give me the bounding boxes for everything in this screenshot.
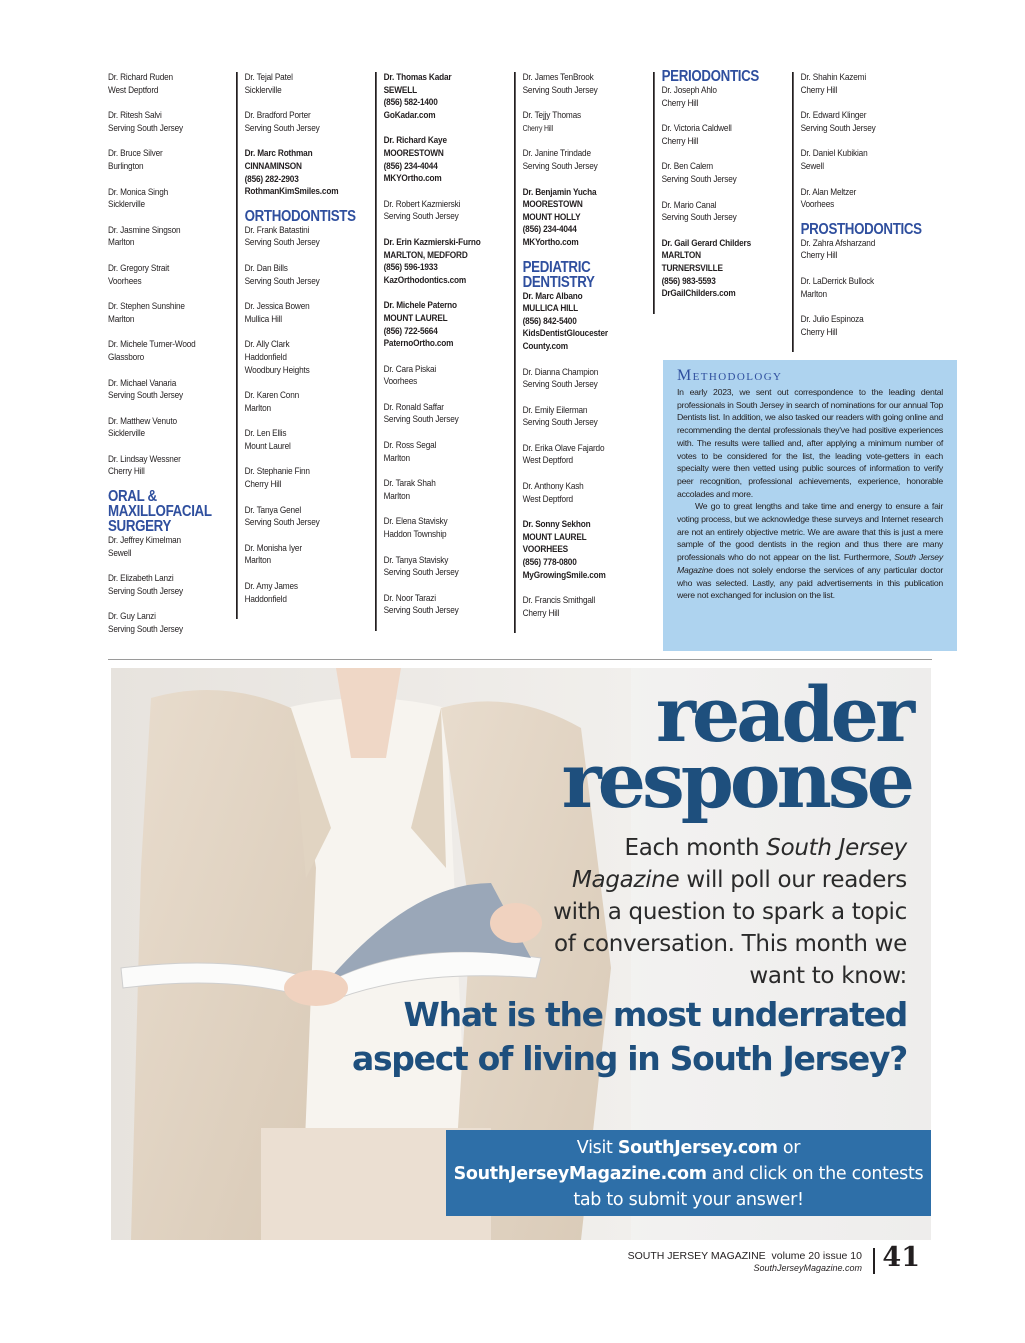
dentist-name: Dr. Alan Meltzer	[800, 186, 857, 198]
dentist-detail: Marlton	[383, 490, 410, 502]
dentist-entry	[245, 390, 346, 415]
dentist-name: Dr. Mario Canal	[661, 199, 717, 211]
specialty-heading: PEDIATRIC DENTISTRY	[522, 258, 595, 291]
dentist-detail: Cherry Hill	[108, 466, 145, 478]
featured-dentist-entry	[662, 238, 763, 301]
dentist-detail: Cherry Hill	[661, 135, 699, 147]
dentist-website: KidsDentistGloucester	[522, 328, 608, 340]
dentist-detail: Serving South Jersey	[108, 390, 183, 402]
footer-divider	[873, 1248, 875, 1274]
dentist-entry	[662, 123, 763, 148]
dentist-entry	[245, 339, 346, 377]
dentist-detail: Marlton	[108, 237, 135, 249]
dentist-name: Dr. Gregory Strait	[108, 262, 170, 274]
dentist-website: MKYOrtho.com	[383, 173, 442, 185]
dentist-name: Dr. Tejjy Thomas	[522, 110, 581, 122]
dentist-name: Dr. Elizabeth Lanzi	[108, 573, 174, 585]
dentist-detail: West Deptford	[108, 84, 159, 96]
dentist-entry	[523, 148, 624, 173]
dentist-detail: Sewell	[800, 160, 824, 172]
dentist-detail: (856) 582-1400	[383, 97, 438, 109]
dentist-name: Dr. Janine Trindade	[522, 148, 591, 160]
dentist-entry	[801, 314, 902, 339]
featured-dentist-entry	[384, 237, 485, 287]
dentist-name: Dr. Francis Smithgall	[522, 595, 596, 607]
methodology-title: Methodology	[677, 367, 783, 384]
dentist-entry	[108, 148, 218, 173]
specialty-heading: ORAL & MAXILLOFACIAL SURGERY	[108, 488, 212, 536]
dentist-detail: VOORHEES	[522, 544, 568, 556]
dentist-name: Dr. Anthony Kash	[522, 481, 584, 493]
dentist-name: Dr. Tejal Patel	[244, 72, 293, 83]
dentist-name: Dr. Dan Bills	[244, 262, 288, 274]
dentist-name: Dr. Richard Kaye	[383, 135, 447, 147]
dentist-entry	[801, 187, 902, 212]
dentist-name: Dr. Ronald Saffar	[383, 401, 444, 413]
dentist-name: Dr. Emily Eilerman	[522, 404, 588, 416]
dentist-entry	[662, 161, 763, 186]
dentist-name: Dr. Richard Ruden	[108, 72, 173, 83]
dentist-detail: Serving South Jersey	[244, 517, 320, 529]
ad-title-line-2: response	[561, 736, 911, 825]
dentist-detail: (856) 722-5664	[383, 325, 438, 337]
dentist-name: Dr. Robert Kazmierski	[383, 198, 461, 210]
dentist-name: Dr. Jeffrey Kimelman	[108, 535, 181, 547]
dentist-name: Dr. Gail Gerard Childers	[661, 237, 752, 249]
dentist-detail: MARLTON, MEDFORD	[383, 249, 468, 261]
dentist-name: Dr. Marc Albano	[522, 290, 583, 302]
dentist-name: Dr. Frank Batastini	[244, 224, 310, 236]
dentist-name: Dr. Ben Calem	[661, 161, 714, 173]
dentist-detail: Sewell	[108, 547, 132, 559]
dentist-detail: Cherry Hill	[800, 250, 838, 262]
dentist-name: Dr. LaDerrick Bullock	[800, 275, 875, 287]
dentist-entry	[108, 72, 218, 97]
dentist-name: Dr. Michael Vanaria	[108, 377, 177, 389]
dentist-entry	[801, 238, 902, 263]
featured-dentist-entry	[384, 72, 485, 122]
dentist-name: Dr. Cara Piskai	[383, 363, 437, 375]
dentist-detail: Marlton	[244, 555, 271, 567]
dentist-entry	[245, 581, 346, 606]
dentist-detail: Cherry Hill	[800, 84, 838, 96]
dentist-detail: Marlton	[800, 288, 827, 300]
dentist-detail: Serving South Jersey	[108, 624, 183, 636]
dentist-detail: Haddonfield	[244, 351, 287, 363]
dentist-name: Dr. Benjamin Yucha	[522, 186, 597, 198]
dentist-detail: Cherry Hill	[661, 97, 699, 109]
dentist-detail: TURNERSVILLE	[661, 262, 723, 274]
dentist-name: Dr. Zahra Afsharzand	[800, 237, 876, 249]
dentist-entry	[245, 428, 346, 453]
reader-response-ad	[111, 668, 931, 1240]
methodology-box	[663, 360, 957, 651]
dentist-entry	[662, 200, 763, 225]
featured-dentist-entry	[384, 135, 485, 185]
dentist-name: Dr. Jessica Bowen	[244, 301, 310, 313]
dentist-detail: Sicklerville	[108, 199, 145, 211]
dentist-entry	[523, 72, 624, 97]
dentist-name: Dr. Karen Conn	[244, 390, 300, 402]
dentist-detail: Haddonfield	[244, 593, 287, 605]
dentist-entry	[108, 339, 218, 364]
dentist-name: Dr. Victoria Caldwell	[661, 123, 732, 135]
dentist-detail: Serving South Jersey	[661, 173, 737, 185]
dentist-name: Dr. Elena Stavisky	[383, 516, 448, 528]
featured-dentist-entry	[523, 519, 624, 582]
dentist-name: Dr. Michele Turner-Wood	[108, 339, 196, 351]
dentist-detail: (856) 234-4044	[522, 224, 577, 236]
dentist-name: Dr. Tanya Genel	[244, 504, 302, 516]
dentist-entry	[108, 225, 218, 250]
dentist-name: Dr. Sonny Sekhon	[522, 519, 591, 531]
dentist-detail: Mount Laurel	[244, 440, 291, 452]
dentist-name: Dr. Shahin Kazemi	[800, 72, 867, 83]
dentist-entry	[523, 443, 624, 468]
dentist-entry	[108, 573, 218, 598]
dentist-detail: (856) 842-5400	[522, 315, 577, 327]
specialty-heading: PROSTHODONTICS	[800, 220, 922, 238]
dentist-name: Dr. Joseph Ahlo	[661, 85, 717, 96]
dentist-detail: Marlton	[383, 452, 410, 464]
dentist-detail: Serving South Jersey	[383, 414, 459, 426]
dentist-detail: Sicklerville	[108, 428, 145, 440]
dentist-entry	[108, 454, 218, 479]
dentist-detail: Cherry Hill	[244, 479, 282, 491]
dentist-name: Dr. Tanya Stavisky	[383, 554, 449, 566]
dentist-name: Dr. Amy James	[244, 581, 298, 593]
dentist-name: Dr. Bradford Porter	[244, 110, 311, 122]
dentist-detail: Marlton	[244, 402, 271, 414]
dentist-name: Dr. Ritesh Salvi	[108, 110, 162, 122]
dentist-entry	[384, 478, 485, 503]
section-divider	[108, 659, 932, 660]
dentist-name: Dr. Stephen Sunshine	[108, 301, 185, 313]
dentist-detail: (856) 778-0800	[522, 557, 577, 569]
dentist-detail: Voorhees	[800, 199, 835, 211]
dentist-entry	[523, 595, 624, 620]
dentist-name: Dr. Daniel Kubikian	[800, 148, 868, 160]
dentist-detail: Serving South Jersey	[244, 122, 320, 134]
dentist-detail: Serving South Jersey	[661, 212, 737, 224]
dentist-detail: Haddon Township	[383, 529, 447, 541]
directory-column	[236, 72, 356, 619]
dentist-detail: (856) 282-2903	[244, 173, 299, 185]
dentist-detail: MOUNT HOLLY	[522, 211, 581, 223]
dentist-entry	[523, 481, 624, 506]
dentist-name: Dr. Len Ellis	[244, 428, 287, 440]
dentist-name: Dr. Monica Singh	[108, 186, 169, 198]
featured-dentist-entry	[245, 148, 346, 198]
dentist-detail: West Deptford	[522, 455, 573, 467]
dentist-entry	[245, 301, 346, 326]
directory-column	[108, 72, 218, 650]
ad-title	[561, 670, 911, 825]
dentist-entry	[245, 263, 346, 288]
dentist-name: Dr. Bruce Silver	[108, 148, 163, 160]
dentist-detail: Burlington	[108, 160, 144, 172]
dentist-entry	[245, 110, 346, 135]
southjerseymagazine-link[interactable]: SouthJerseyMagazine.com	[453, 1164, 707, 1184]
dentist-name: Dr. Ross Segal	[383, 440, 437, 452]
specialty-heading: ORTHODONTISTS	[244, 207, 356, 225]
dentist-detail: Serving South Jersey	[383, 567, 459, 579]
dentist-entry	[108, 611, 218, 636]
dentist-detail: Sicklerville	[244, 84, 282, 96]
dentist-detail: Cherry Hill	[800, 326, 838, 338]
dentist-detail: Woodbury Heights	[244, 364, 310, 376]
dentist-detail: Voorhees	[383, 376, 418, 388]
dentist-website: RothmanKimSmiles.com	[244, 186, 339, 198]
dentist-name: Dr. Thomas Kadar	[383, 72, 452, 83]
dentist-website: GoKadar.com	[383, 109, 436, 121]
ad-body-text: Each month South Jersey Magazine will poll our readers with a question to spark a topic of conversation. This month we want to know:	[553, 835, 907, 989]
dentist-detail: Marlton	[108, 313, 135, 325]
dentist-entry	[384, 516, 485, 541]
dentist-name: Dr. Matthew Venuto	[108, 415, 177, 427]
dentist-detail: Serving South Jersey	[244, 237, 320, 249]
footer-credit	[628, 1250, 862, 1274]
dentist-detail: Serving South Jersey	[522, 379, 598, 391]
featured-dentist-entry	[523, 291, 624, 354]
footer-issue: volume 20 issue 10	[771, 1250, 862, 1262]
dentist-entry	[108, 110, 218, 135]
page-number: 41	[882, 1242, 920, 1273]
dentist-name: Dr. Tarak Shah	[383, 478, 436, 490]
dentist-entry	[108, 263, 218, 288]
dentist-name: Dr. Stephanie Finn	[244, 466, 310, 478]
dentist-entry	[384, 364, 485, 389]
dentist-name: Dr. Lindsay Wessner	[108, 453, 181, 465]
featured-dentist-entry	[384, 300, 485, 350]
dentist-detail: Serving South Jersey	[244, 275, 320, 287]
dentist-detail: MOORESTOWN	[522, 199, 583, 211]
dentist-detail: CINNAMINSON	[244, 160, 302, 172]
dentist-entry	[245, 505, 346, 530]
ad-call-to-action-band: Visit SouthJersey.com or SouthJerseyMagazine.com and click on the contests tab to submit your answer!	[446, 1130, 931, 1216]
dentist-website: DrGailChilders.com	[661, 288, 736, 300]
dentist-detail: MOUNT LAUREL	[522, 531, 587, 543]
dentist-entry	[384, 199, 485, 224]
dentist-name: Dr. Julio Espinoza	[800, 314, 864, 326]
dentist-entry	[801, 110, 902, 135]
dentist-name: Dr. Noor Tarazi	[383, 592, 436, 604]
featured-dentist-entry	[523, 187, 624, 250]
dentist-entry	[384, 402, 485, 427]
dentist-detail: Cherry Hill	[522, 607, 560, 619]
dentist-detail: MOUNT LAUREL	[383, 312, 448, 324]
dentist-entry	[523, 110, 624, 135]
dentist-entry	[108, 416, 218, 441]
dentist-website: PaternoOrtho.com	[383, 338, 454, 350]
directory-column	[514, 72, 624, 633]
specialty-heading: PERIODONTICS	[661, 68, 759, 85]
dentist-detail: MOORESTOWN	[383, 147, 444, 159]
dentist-detail: Serving South Jersey	[383, 211, 459, 223]
dentist-entry	[523, 367, 624, 392]
dentist-detail: Cherry Hill	[522, 123, 553, 133]
methodology-paragraph-2: We go to great lengths and take time and energy to ensure a fair voting process, but we acknowledge these surveys and Internet research are not an entirely objective metric. We are aware that this is just a mere sample of the good dentists in the region and thus there are many professionals who do not appear on the list. Furthermore, South Jersey Magazine does not solely endorse the services of any particular doctor who was selected. Lastly, any paid advertisements in this publication were not exchanged for inclusion on the list.	[677, 501, 943, 601]
dentist-detail: Voorhees	[108, 275, 142, 287]
dentist-entry	[108, 187, 218, 212]
dentist-detail: Serving South Jersey	[800, 122, 876, 134]
dentist-entry	[108, 378, 218, 403]
dentist-entry	[801, 72, 902, 97]
dentist-entry	[108, 535, 218, 560]
dentist-website: MyGrowingSmile.com	[522, 569, 606, 581]
ad-title-line-1: reader	[655, 670, 911, 759]
dentist-entry	[245, 466, 346, 491]
dentist-entry	[108, 301, 218, 326]
dentist-detail: Glassboro	[108, 351, 145, 363]
dentist-detail: MARLTON	[661, 250, 701, 262]
ad-question: What is the most underrated aspect of living in South Jersey?	[352, 995, 907, 1078]
dentist-detail: Serving South Jersey	[522, 417, 598, 429]
dentist-name: Dr. James TenBrook	[522, 72, 594, 83]
dentist-entry	[245, 543, 346, 568]
dentist-name: Dr. Michele Paterno	[383, 300, 457, 312]
dentist-entry	[384, 593, 485, 618]
dentist-name: Dr. Erika Olave Fajardo	[522, 442, 605, 454]
dentist-entry	[384, 440, 485, 465]
dentist-detail: (856) 983-5593	[661, 275, 716, 287]
dentist-name: Dr. Edward Klinger	[800, 110, 867, 122]
dentist-entry	[245, 72, 346, 97]
dentist-website: MKYortho.com	[522, 236, 579, 248]
dentist-detail: Serving South Jersey	[108, 122, 183, 134]
dentist-entry	[801, 276, 902, 301]
dentist-name: Dr. Marc Rothman	[244, 148, 313, 160]
dentist-detail: Serving South Jersey	[522, 84, 598, 96]
dentist-entry	[523, 405, 624, 430]
dentist-detail: West Deptford	[522, 493, 573, 505]
footer-magazine: SOUTH JERSEY MAGAZINE	[627, 1250, 766, 1262]
dentist-entry	[662, 85, 763, 110]
dentist-detail: Serving South Jersey	[108, 585, 183, 597]
dentist-name: Dr. Ally Clark	[244, 339, 290, 351]
dentist-detail: MULLICA HILL	[522, 303, 578, 315]
southjersey-link[interactable]: SouthJersey.com	[617, 1138, 778, 1158]
dentist-name: Dr. Guy Lanzi	[108, 611, 156, 623]
dentist-website: KazOrthodontics.com	[383, 274, 467, 286]
dentist-entry	[801, 148, 902, 173]
dentist-detail: Serving South Jersey	[522, 160, 598, 172]
page-footer	[600, 1242, 930, 1278]
dentist-detail: SEWELL	[383, 84, 417, 96]
dentist-entry	[384, 555, 485, 580]
directory-column	[653, 68, 763, 314]
dentist-detail: (856) 234-4044	[383, 160, 438, 172]
footer-site: SouthJerseyMagazine.com	[753, 1263, 862, 1273]
methodology-paragraph-1: In early 2023, we sent out correspondence to the leading dental professionals in South Jersey in search of nominations for our annual Top Dentists list. In addition, we also tasked our readers with going online and recommending the dental professionals they've had positive experiences with. The results were tallied and, after applying a minimum number of votes to be considered for the list, the leading vote-getters in each specialty were then vetted using public sources of information to verify peer recognition, professional achievements, experience, honorable accolades and more.	[677, 387, 943, 499]
dentist-name: Dr. Jasmine Singson	[108, 224, 181, 236]
directory-column	[375, 72, 485, 631]
directory-column	[792, 72, 922, 352]
dentist-detail: Serving South Jersey	[383, 605, 459, 617]
dentist-entry	[245, 225, 346, 250]
dentist-detail: Mullica Hill	[244, 313, 282, 325]
dentist-name: Dr. Monisha Iyer	[244, 542, 302, 554]
dentist-name: Dr. Dianna Champion	[522, 366, 599, 378]
dentist-website: County.com	[522, 340, 568, 352]
dentist-name: Dr. Erin Kazmierski-Furno	[383, 236, 481, 248]
dentist-detail: (856) 596-1933	[383, 262, 438, 274]
